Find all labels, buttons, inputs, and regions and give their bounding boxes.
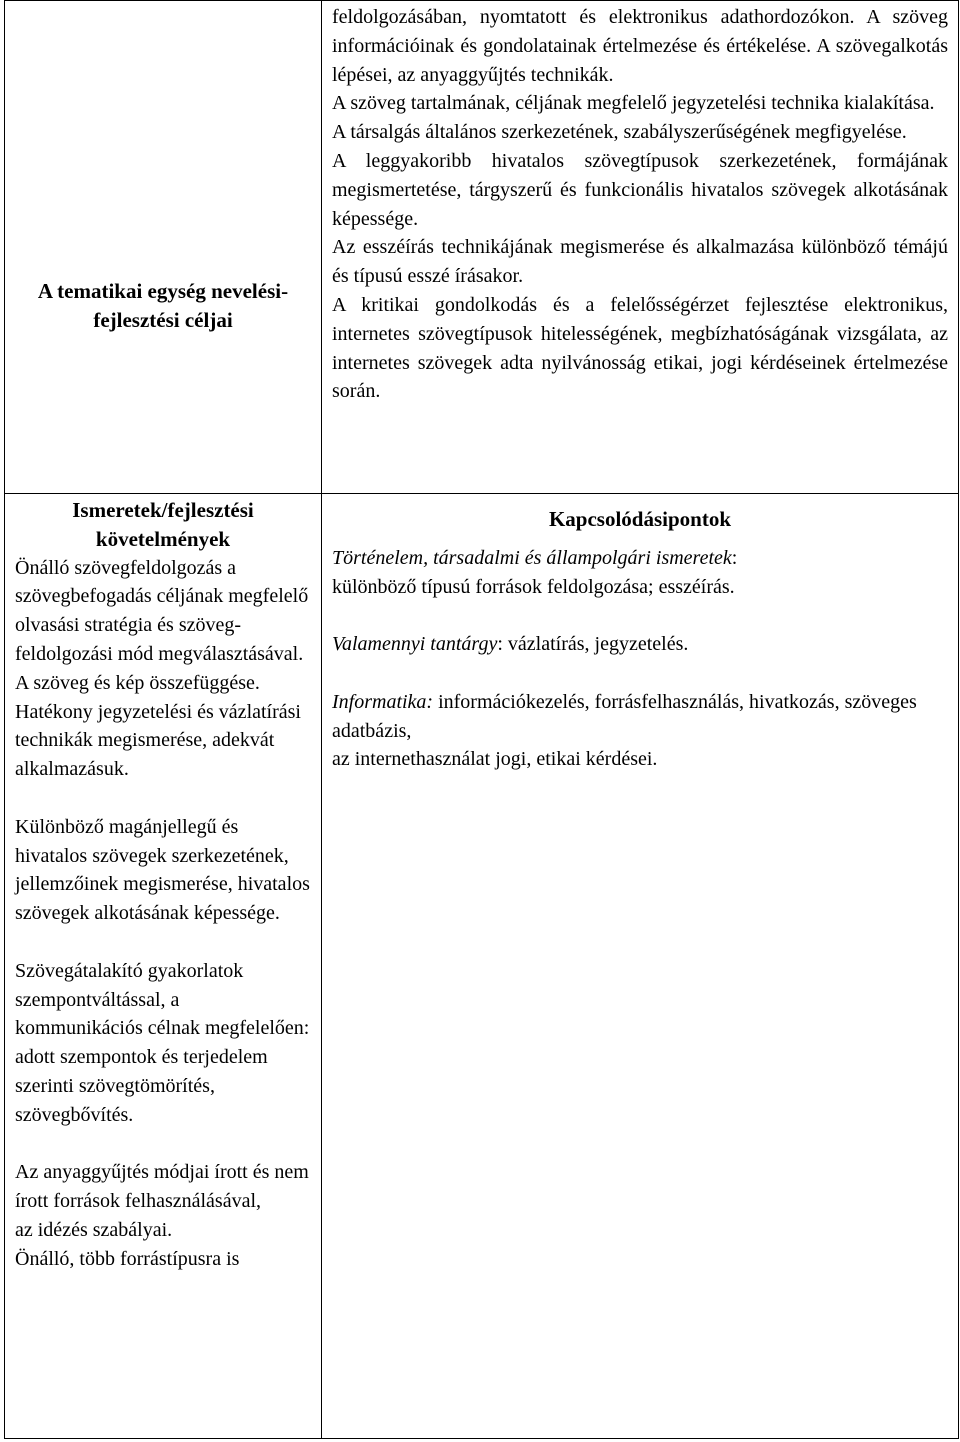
connection-subject: Történelem, társadalmi és állampolgári ismeretek	[332, 546, 732, 569]
goals-paragraph: A társalgás általános szerkezetének, szabályszerűségének megfigyelése.	[332, 121, 907, 144]
requirements-cell	[5, 494, 322, 1439]
curriculum-table	[4, 0, 959, 1439]
requirement-paragraph: az idézés szabályai.	[15, 1218, 173, 1241]
goals-paragraph: feldolgozásában, nyomtatott és elektronikus adathordozókon. A szöveg információinak és gondolatainak értelmezése és értékelése. A szövegalkotás lépései, az anyaggyűjtés technikák.	[332, 6, 948, 86]
requirement-paragraph: Szövegátalakító gyakorlatok szempontváltással, a kommunikációs célnak megfelelően: adott szempontok és terjedelem szerinti szövegtömörítés, szövegbővítés.	[15, 959, 310, 1126]
requirement-paragraph: Különböző magánjellegű és hivatalos szövegek szerkezetének, jellemzőinek megismerése, hivatalos szövegek alkotásának képessége.	[15, 815, 310, 925]
connection-item	[332, 688, 948, 774]
connection-text: különböző típusú források feldolgozása; esszéírás.	[332, 575, 735, 598]
requirement-paragraph: A szöveg és kép összefüggése. Hatékony jegyzetelési és vázlatírási technikák megismerése, adekvát alkalmazásuk.	[15, 671, 301, 781]
requirements-heading: Ismeretek/fejlesztési követelmények	[72, 498, 254, 551]
connection-subject: Valamennyi tantárgy	[332, 633, 498, 656]
goals-label-cell	[5, 1, 322, 494]
connection-separator: :	[497, 633, 503, 656]
goals-content-cell	[322, 1, 959, 494]
goals-label: A tematikai egység nevelési-fejlesztési céljai	[37, 279, 289, 332]
goals-paragraph: Az esszéírás technikájának megismerése és alkalmazása különböző témájú és típusú esszé írásakor.	[332, 236, 948, 288]
connection-item	[332, 544, 948, 602]
connection-text: vázlatírás, jegyzetelés.	[502, 633, 689, 656]
requirement-paragraph: Az anyaggyűjtés módjai írott és nem írott források felhasználásával,	[15, 1161, 309, 1213]
requirement-paragraph: Önálló, több forrástípusra is	[15, 1247, 240, 1270]
connection-text: az internethasználat jogi, etikai kérdései.	[332, 748, 658, 771]
connection-item	[332, 630, 948, 659]
goals-paragraph: A szöveg tartalmának, céljának megfelelő jegyzetelési technika kialakítása.	[332, 92, 935, 115]
goals-text	[322, 1, 958, 406]
requirement-paragraph: Önálló szövegfeldolgozás a szövegbefogadás céljának megfelelő olvasási stratégia és szöveg-feldolgozási mód megválasztásával.	[15, 556, 309, 665]
goals-row	[5, 1, 959, 494]
goals-paragraph: A kritikai gondolkodás és a felelősségérzet fejlesztése elektronikus, internetes szövegtípusok hitelességének, megbízhatóságának vizsgálata, az internetes szövegek adta nyilvánosság etikai, jogi kérdéseinek értelmezése során.	[332, 293, 948, 403]
connections-heading: Kapcsolódásipontok	[548, 507, 732, 531]
connections-cell	[322, 494, 959, 1439]
content-row	[5, 494, 959, 1439]
connection-separator: :	[731, 546, 738, 569]
connection-subject: Informatika:	[332, 690, 434, 713]
goals-paragraph: A leggyakoribb hivatalos szövegtípusok szerkezetének, formájának megismertetése, tárgyszerű és funkcionális hivatalos szövegek alkotásának képessége.	[332, 149, 948, 230]
connection-text: információkezelés, forrásfelhasználás, hivatkozás, szöveges adatbázis,	[332, 690, 917, 742]
